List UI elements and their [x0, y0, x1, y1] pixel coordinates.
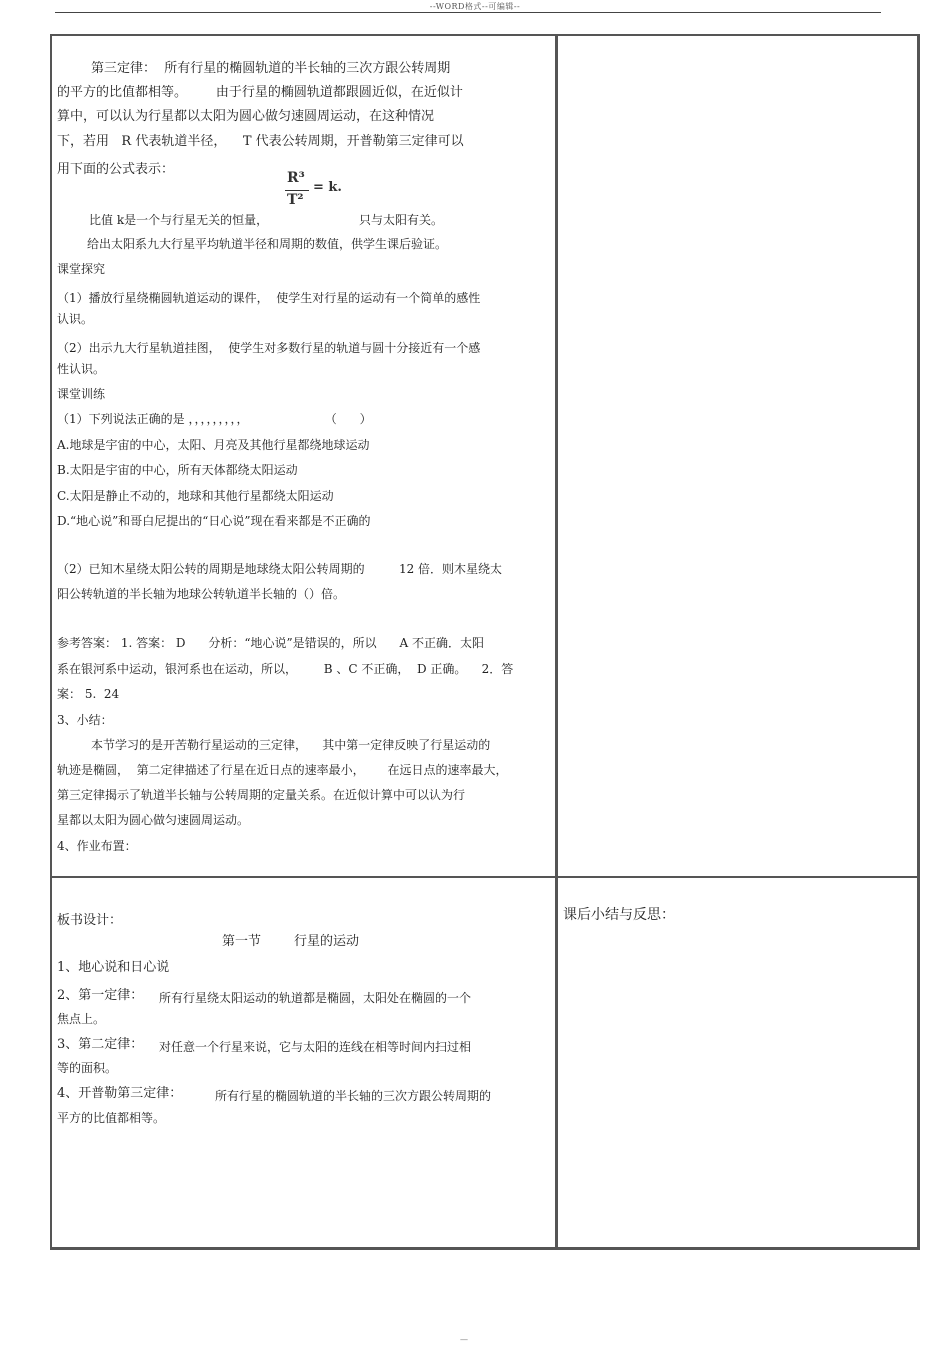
lesson-text-line: 课堂探究 [57, 262, 106, 276]
board-design-text-line: 平方的比值都相等。 [57, 1111, 166, 1125]
lesson-text-line: 比值 k是一个与行星无关的恒量， [89, 213, 269, 227]
page-header-text: --WORD格式--可编辑-- [429, 2, 521, 11]
lesson-text-line: 第三定律揭示了轨道半长轴与公转周期的定量关系。在近似计算中可以认为行 [57, 788, 466, 802]
board-design-text-line: 对任意一个行星来说，它与太阳的连线在相等时间内扫过相 [159, 1040, 472, 1054]
lesson-text-line: D.“地心说”和哥白尼提出的“日心说”现在看来都是不正确的 [57, 514, 371, 528]
formula-fraction-bar [285, 190, 309, 191]
table-row-divider [50, 876, 920, 878]
lesson-text-line: 认识。 [57, 312, 94, 326]
lesson-text-line: 本节学习的是开苦勒行星运动的三定律， 其中第一定律反映了行星运动的 [91, 738, 491, 752]
board-design-text-line: 所有行星的椭圆轨道的半长轴的三次方跟公转周期的 [215, 1089, 492, 1103]
lesson-text-line: 下，若用 R 代表轨道半径， T 代表公转周期，开普勒第三定律可以 [57, 134, 464, 149]
reflection-title: 课后小结与反思： [563, 907, 675, 923]
formula-denominator: T² [287, 192, 304, 208]
formula-numerator: R³ [287, 170, 305, 186]
lesson-text-line: 用下面的公式表示： [57, 162, 175, 177]
table-column-divider [555, 34, 558, 1250]
board-design-text-line: 1、地心说和日心说 [57, 960, 170, 975]
lesson-text-line: 给出太阳系九大行星平均轨道半径和周期的数值，供学生课后验证。 [87, 237, 448, 251]
board-design-text-line: 3、第二定律： [57, 1037, 144, 1052]
lesson-text-line: 案： 5. 24 [57, 687, 120, 701]
lesson-text-line: 的平方的比值都相等。 由于行星的椭圆轨道都跟圆近似，在近似计 [57, 85, 463, 100]
board-design-text-line: 焦点上。 [57, 1012, 106, 1026]
lesson-text-line: B.太阳是宇宙的中心，所有天体都绕太阳运动 [57, 463, 298, 477]
lesson-text-line: A.地球是宇宙的中心，太阳、月亮及其他行星都绕地球运动 [57, 438, 370, 452]
page-footer-mark: — [460, 1335, 468, 1344]
lesson-text-line: 轨迹是椭圆， 第二定律描述了行星在近日点的速率最小， 在远日点的速率最大， [57, 763, 508, 777]
lesson-text-line: 星都以太阳为圆心做匀速圆周运动。 [57, 813, 250, 827]
header-rule [55, 12, 881, 13]
lesson-text-line: （2）出示九大行星轨道挂图， 使学生对多数行星的轨道与圆十分接近有一个感 [57, 341, 481, 355]
board-design-text-line: 4、开普勒第三定律： [57, 1086, 183, 1101]
lesson-text-line: 系在银河系中运动，银河系也在运动，所以， B 、C 不正确， D 正确。 2．答 [57, 662, 514, 676]
formula-equals-k: = k. [313, 180, 342, 195]
board-design-text-line: 所有行星绕太阳运动的轨道都是椭圆，太阳处在椭圆的一个 [159, 991, 472, 1005]
lesson-text-line: （1）下列说法正确的是 ，，，，，，，，， （ ） [57, 412, 372, 426]
lesson-text-line: （2）已知木星绕太阳公转的周期是地球绕太阳公转周期的 12 倍．则木星绕太 [57, 562, 503, 576]
board-design-text-line: 2、第一定律： [57, 988, 144, 1003]
board-design-text-line: 第一节 行星的运动 [222, 934, 360, 949]
lesson-text-line: 性认识。 [57, 362, 106, 376]
lesson-text-line: 4、作业布置： [57, 839, 137, 853]
lesson-text-line: 参考答案： 1. 答案： D 分析：“地心说”是错误的，所以 A 不正确．太阳 [57, 636, 485, 650]
lesson-text-line: 3、小结： [57, 713, 113, 727]
kepler-third-law-formula [285, 168, 355, 218]
lesson-text-line: 阳公转轨道的半长轴为地球公转轨道半长轴的（）倍。 [57, 587, 346, 601]
board-design-text-line: 板书设计： [57, 913, 123, 928]
lesson-text-line: 算中，可以认为行星都以太阳为圆心做匀速圆周运动，在这种情况 [57, 109, 435, 124]
lesson-text-line: 第三定律： 所有行星的椭圆轨道的半长轴的三次方跟公转周期 [91, 61, 451, 76]
board-design-text-line: 等的面积。 [57, 1061, 118, 1075]
lesson-text-line: 课堂训练 [57, 387, 106, 401]
lesson-text-line: （1）播放行星绕椭圆轨道运动的课件， 使学生对行星的运动有一个简单的感性 [57, 291, 481, 305]
lesson-text-line: C.太阳是静止不动的，地球和其他行星都绕太阳运动 [57, 489, 334, 503]
lesson-text-line: 只与太阳有关。 [359, 213, 444, 227]
